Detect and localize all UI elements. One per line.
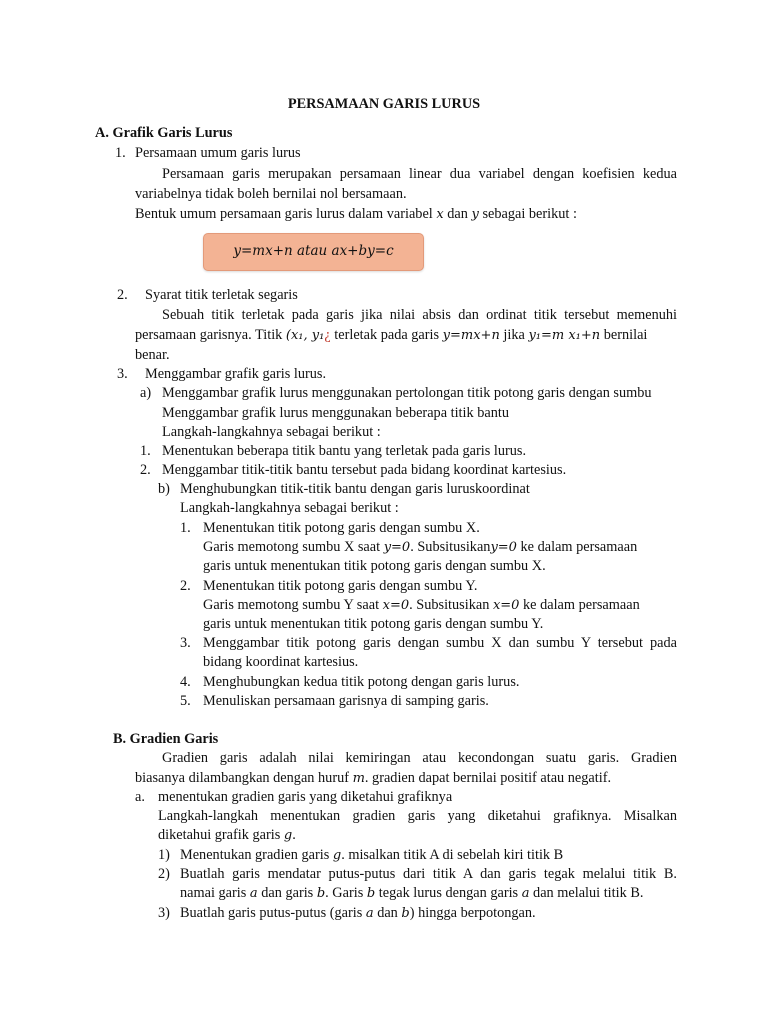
gradient-step-1-text [180, 846, 563, 865]
sub-a-line-1: Menggambar grafik lurus menggunakan pertolongan titik potong garis dengan sumbu [162, 385, 652, 401]
math-point-equation: y₁=m x₁+n [528, 328, 601, 343]
sub-a-label: a) [140, 385, 152, 401]
step-2-and-line-text: dan garis [261, 885, 314, 901]
section-b-heading: B. Gradien Garis [113, 731, 219, 747]
item-1-number: 1. [115, 145, 126, 161]
math-var-b: b [401, 906, 410, 921]
general-form-text-c: sebagai berikut : [482, 206, 577, 222]
item-3-number: 3. [117, 366, 128, 382]
gradient-step-2-line-1: Buatlah garis mendatar putus-putus dari titik A dan garis tegak melalui titik B. [180, 866, 677, 882]
item-1-general-form-line [135, 205, 577, 224]
sub-b-step-2-number: 2. [180, 578, 191, 594]
sub-b-step-2-line-3: garis untuk menentukan titik potong garis dengan sumbu Y. [203, 616, 544, 632]
step-2-text-a: Garis memotong sumbu Y saat [203, 597, 380, 613]
section-b-sub-a-title: menentukan gradien garis yang diketahui grafiknya [158, 789, 453, 805]
document-title: PERSAMAAN GARIS LURUS [287, 96, 481, 112]
formula-box [203, 233, 424, 271]
math-line-equation: y=mx+n [442, 328, 500, 343]
general-equation-formula: y=mx+n atau ax+by=c [233, 243, 394, 260]
item-2-text-c: jika [503, 327, 525, 343]
sub-a-line-2: Menggambar grafik lurus menggunakan beberapa titik bantu [162, 405, 509, 421]
sub-a-step-1-text: Menentukan beberapa titik bantu yang terletak pada garis lurus. [162, 443, 527, 459]
sub-b-step-3-number: 3. [180, 635, 191, 651]
sub-b-step-2-line-2 [203, 596, 640, 615]
sub-b-step-5-number: 5. [180, 693, 191, 709]
step-2-text-c: ke dalam persamaan [523, 597, 640, 613]
step-3-text-b: dan [377, 905, 398, 921]
section-b-sub-a-label: a. [135, 789, 145, 805]
sub-a-step-2-number: 2. [140, 462, 151, 478]
gradient-step-1-number: 1) [158, 847, 170, 863]
step-2-through-text: dan melalui titik B. [533, 885, 644, 901]
math-var-a: a [521, 886, 530, 901]
glitch-character: ¿ [324, 327, 331, 343]
item-2-line-1: Sebuah titik terletak pada garis jika nilai absis dan ordinat titik tersebut memenuhi [162, 307, 677, 323]
math-x-equals-zero: x=0 [382, 598, 410, 613]
sub-b-step-1-title: Menentukan titik potong garis dengan sumbu X. [203, 520, 480, 536]
item-3-title: Menggambar grafik garis lurus. [145, 366, 327, 382]
known-graph-text: diketahui grafik garis [158, 827, 281, 843]
gradient-step-2-number: 2) [158, 866, 170, 882]
math-var-b: b [366, 886, 376, 901]
math-var-m: m [352, 771, 365, 786]
sub-b-step-1-line-3: garis untuk menentukan titik potong garis dengan sumbu X. [203, 558, 546, 574]
gradient-step-3-number: 3) [158, 905, 170, 921]
gradient-step-1-text-b: . misalkan titik A di sebelah kiri titik B [341, 847, 564, 863]
step-3-text-c: ) hingga berpotongan. [409, 905, 536, 921]
math-x-equals-zero: x=0 [492, 598, 520, 613]
math-y-equals-zero: y=0 [383, 540, 411, 555]
sub-b-step-1-line-2 [203, 538, 637, 557]
item-2-text-d: bernilai [603, 327, 648, 343]
math-var-g: g [283, 828, 293, 843]
gradient-text-a: biasanya dilambangkan dengan huruf [135, 770, 349, 786]
sub-a-line-3: Langkah-langkahnya sebagai berikut : [162, 424, 381, 440]
math-var-x: x [436, 207, 444, 222]
sub-b-step-1-number: 1. [180, 520, 191, 536]
item-2-text-a: persamaan garisnya. Titik [135, 327, 283, 343]
math-var-b: b [316, 886, 326, 901]
sub-b-step-3-line-1: Menggambar titik potong garis dengan sumbu X dan sumbu Y tersebut pada [203, 635, 677, 651]
step-3-text-a: Buatlah garis putus-putus (garis [180, 905, 363, 921]
sub-b-line-1: Menghubungkan titik-titik bantu dengan garis luruskoordinat [180, 481, 530, 497]
gradient-step-3-text [180, 904, 536, 923]
sub-a-step-2-text: Menggambar titik-titik bantu tersebut pada bidang koordinat kartesius. [162, 462, 567, 478]
sub-b-step-4-text: Menghubungkan kedua titik potong dengan garis lurus. [203, 674, 520, 690]
item-1-paragraph-line-1: Persamaan garis merupakan persamaan linear dua variabel dengan koefisien kedua [162, 166, 677, 182]
sub-b-label: b) [158, 481, 170, 497]
math-point-x1-y1: (x₁, y₁ [285, 328, 325, 343]
item-2-line-3: benar. [135, 347, 170, 363]
step-2-text-b: . Subsitusikan [409, 597, 490, 613]
general-form-text-a: Bentuk umum persamaan garis lurus dalam variabel [135, 206, 433, 222]
section-a-heading: A. Grafik Garis Lurus [95, 125, 233, 141]
step-1-text-c: ke dalam persamaan [520, 539, 638, 555]
section-b-sub-a-line-2 [158, 826, 296, 845]
general-form-text-b: dan [447, 206, 468, 222]
item-1-paragraph-line-2: variabelnya tidak boleh bernilai nol bersamaan. [135, 186, 407, 202]
section-b-paragraph-line-2 [135, 769, 611, 788]
period-text: . [292, 827, 296, 843]
gradient-step-2-line-2 [180, 884, 643, 903]
sub-b-step-5-text: Menuliskan persamaan garisnya di samping garis. [203, 693, 489, 709]
math-var-y: y [471, 207, 479, 222]
gradient-step-1-text-a: Menentukan gradien garis [180, 847, 330, 863]
step-2-perpendicular-text: tegak lurus dengan garis [378, 885, 519, 901]
item-2-line-2 [135, 326, 647, 345]
math-var-g: g [332, 848, 342, 863]
item-2-title: Syarat titik terletak segaris [145, 287, 298, 303]
item-2-number: 2. [117, 287, 128, 303]
item-2-text-b: terletak pada garis [334, 327, 440, 343]
sub-b-step-3-line-2: bidang koordinat kartesius. [203, 654, 359, 670]
step-2-name-text: namai garis [180, 885, 247, 901]
section-b-paragraph-line-1: Gradien garis adalah nilai kemiringan atau kecondongan suatu garis. Gradien [162, 750, 677, 766]
sub-b-step-2-title: Menentukan titik potong garis dengan sumbu Y. [203, 578, 478, 594]
item-1-title: Persamaan umum garis lurus [135, 145, 301, 161]
math-y-equals-zero: y=0 [490, 540, 517, 555]
step-2-line-text: . Garis [325, 885, 364, 901]
math-var-a: a [249, 886, 258, 901]
gradient-text-b: . gradien dapat bernilai positif atau negatif. [364, 770, 612, 786]
step-1-text-b: . Subsitusikan [410, 539, 491, 555]
sub-a-step-1-number: 1. [140, 443, 151, 459]
sub-b-line-2: Langkah-langkahnya sebagai berikut : [180, 500, 399, 516]
step-1-text-a: Garis memotong sumbu X saat [203, 539, 381, 555]
math-var-a: a [365, 906, 374, 921]
section-b-sub-a-line-1: Langkah-langkah menentukan gradien garis yang diketahui grafiknya. Misalkan [158, 808, 677, 824]
sub-b-step-4-number: 4. [180, 674, 191, 690]
